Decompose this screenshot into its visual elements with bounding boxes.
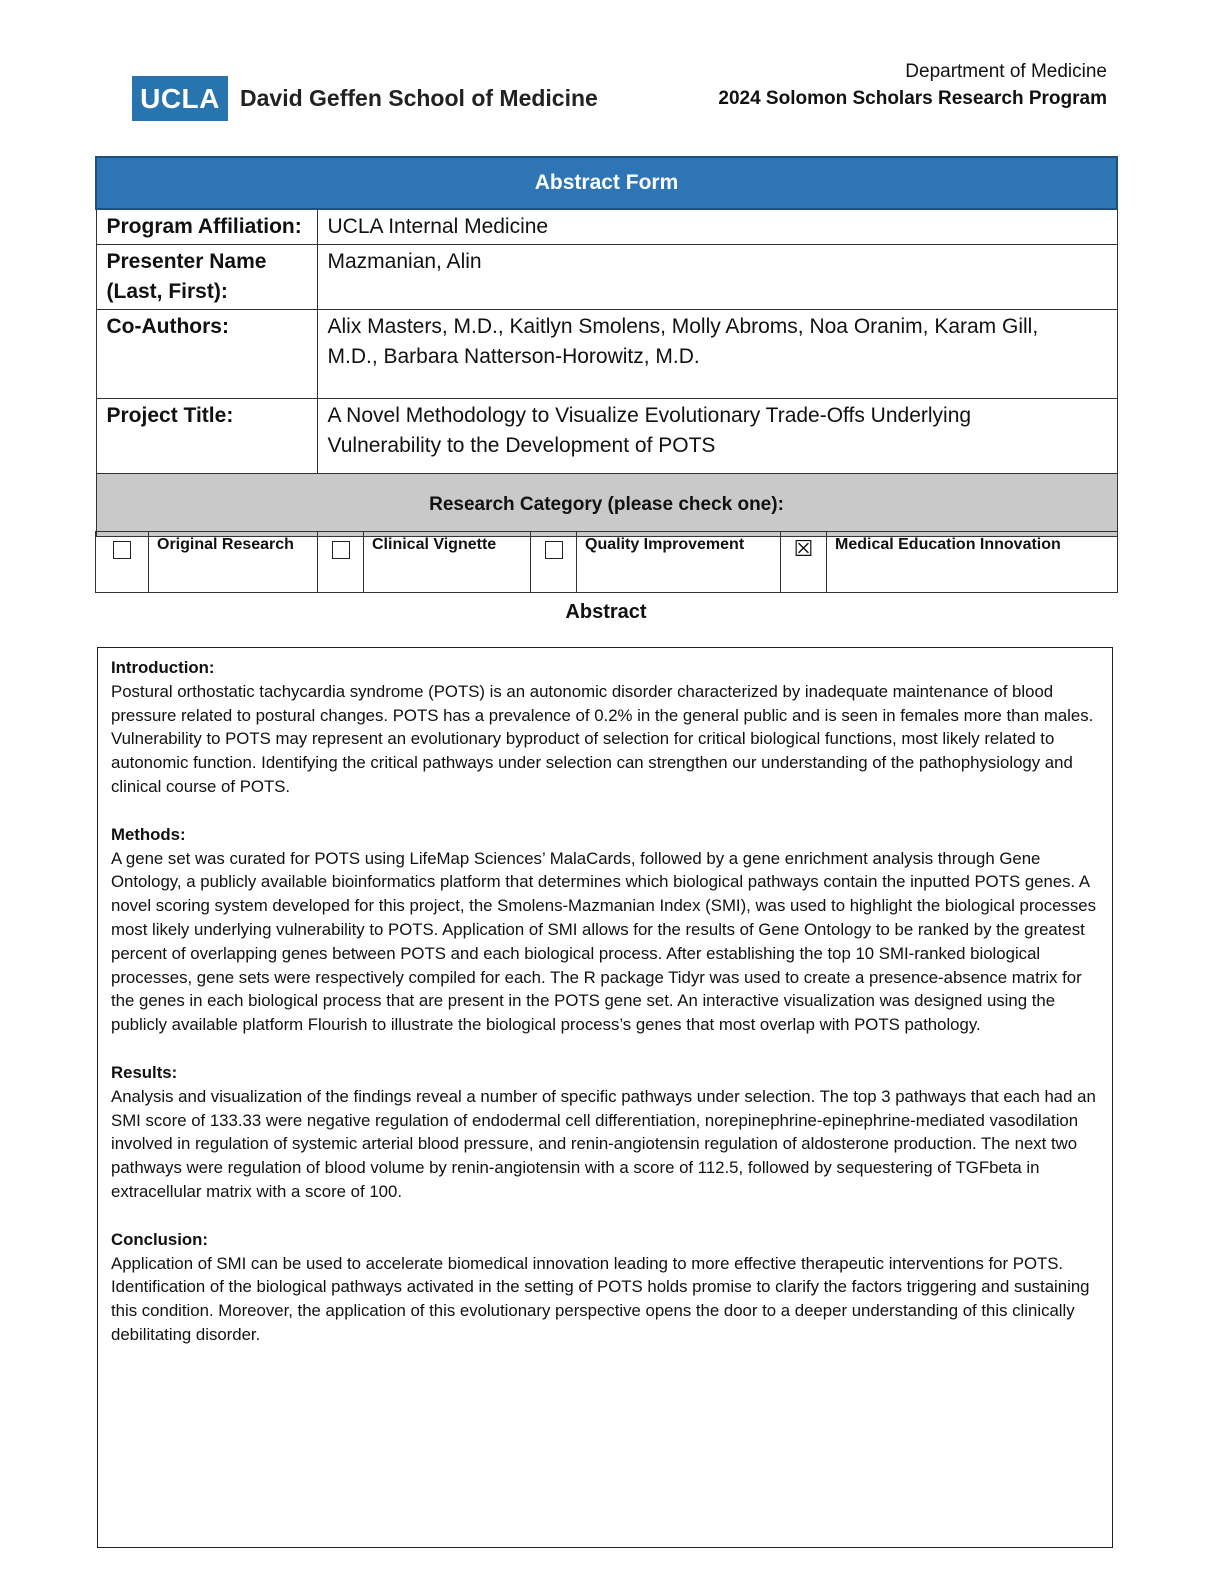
original-research-checkbox[interactable] [96,532,149,593]
research-category-table [95,531,1118,593]
results-heading: Results: [111,1062,178,1082]
checkbox-empty-icon [332,541,350,559]
department-block [718,58,1107,112]
category-quality-improvement: Quality Improvement [577,532,781,593]
program-affiliation-value: UCLA Internal Medicine [317,209,1117,245]
abstract-form-table [95,156,1118,537]
category-original-research: Original Research [149,532,318,593]
introduction-text: Postural orthostatic tachycardia syndrome (POTS) is an autonomic disorder characterized by inadequate maintenance of blood pressure related to postural changes. POTS has a prevalence of 0.2% in the general public and is seen in females more than males. Vulnerability to POTS may represent an evolutionary byproduct of selection for critical biological functions, most likely related to autonomic function. Identifying the critical pathways under selection can strengthen our understanding of the pathophysiology and clinical course of POTS. [111,681,1094,796]
category-medical-education-innovation: Medical Education Innovation [827,532,1118,593]
co-authors-label: Co-Authors: [96,310,317,399]
category-clinical-vignette: Clinical Vignette [364,532,531,593]
clinical-vignette-checkbox[interactable] [318,532,364,593]
school-name: David Geffen School of Medicine [240,85,598,111]
introduction-heading: Introduction: [111,658,215,677]
form-title: Abstract Form [96,157,1117,209]
department-name: Department of Medicine [905,61,1107,82]
conclusion-section [111,1228,1099,1347]
ucla-logo-mark: UCLA [132,76,228,121]
research-category-prompt: Research Category (please check one): [96,474,1117,537]
checkbox-empty-icon [113,541,131,559]
quality-improvement-checkbox[interactable] [531,532,577,593]
medical-education-innovation-checkbox[interactable] [781,532,827,593]
methods-text: A gene set was curated for POTS using LifeMap Sciences’ MalaCards, followed by a gene enrichment analysis through Gene Ontology, a publicly available bioinformatics platform that determines which biological pathways contain the inputted POTS genes. A novel scoring system developed for this project, the Smolens-Mazmanian Index (SMI), was used to highlight the biological processes most likely underlying vulnerability to POTS. Application of SMI allows for the results of Gene Ontology to be ranked by the greatest percent of overlapping genes between POTS and each biological process. After establishing the top 10 SMI-ranked biological processes, gene sets were respectively compiled for each. The R package Tidyr was used to create a presence-absence matrix for the genes in each biological process that are present in the POTS gene set. An interactive visualization was designed using the publicly available platform Flourish to illustrate the biological process’s genes that most overlap with POTS pathology. [111,848,1096,1035]
ucla-dgsom-logo [132,76,598,121]
results-text: Analysis and visualization of the findings reveal a number of specific pathways under selection. The top 3 pathways that each had an SMI score of 133.33 were negative regulation of endodermal cell differentiation, norepinephrine-epinephrine-mediated vasodilation involved in regulation of systemic arterial blood pressure, and renin-angiotensin regulation of aldosterone production. The next two pathways were regulation of blood volume by renin-angiotensin with a score of 112.5, followed by sequestering of TGFbeta in extracellular matrix with a score of 100. [111,1086,1096,1201]
presenter-name-label: Presenter Name (Last, First): [96,245,317,310]
program-name: 2024 Solomon Scholars Research Program [718,88,1107,109]
conclusion-text: Application of SMI can be used to accelerate biomedical innovation leading to more effective therapeutic interventions for POTS. Identification of the biological pathways activated in the setting of POTS holds promise to clarify the factors triggering and sustaining this condition. Moreover, the application of this evolutionary perspective opens the door to a deeper understanding of this clinically debilitating disorder. [111,1253,1090,1344]
co-authors-value: Alix Masters, M.D., Kaitlyn Smolens, Molly Abroms, Noa Oranim, Karam Gill, M.D., Barbara Natterson-Horowitz, M.D. [317,310,1117,399]
conclusion-heading: Conclusion: [111,1229,208,1249]
results-section [111,1061,1099,1204]
presenter-name-value: Mazmanian, Alin [317,245,1117,310]
project-title-value: A Novel Methodology to Visualize Evolutionary Trade-Offs Underlying Vulnerability to the Development of POTS [317,399,1117,474]
methods-section [111,823,1099,1037]
checkbox-empty-icon [545,541,563,559]
abstract-title: Abstract [565,601,647,623]
program-affiliation-label: Program Affiliation: [96,209,317,245]
project-title-label: Project Title: [96,399,317,474]
methods-heading: Methods: [111,824,186,844]
introduction-section [111,656,1099,799]
abstract-body [97,647,1113,1548]
checkbox-checked-icon: ☒ [793,536,814,561]
